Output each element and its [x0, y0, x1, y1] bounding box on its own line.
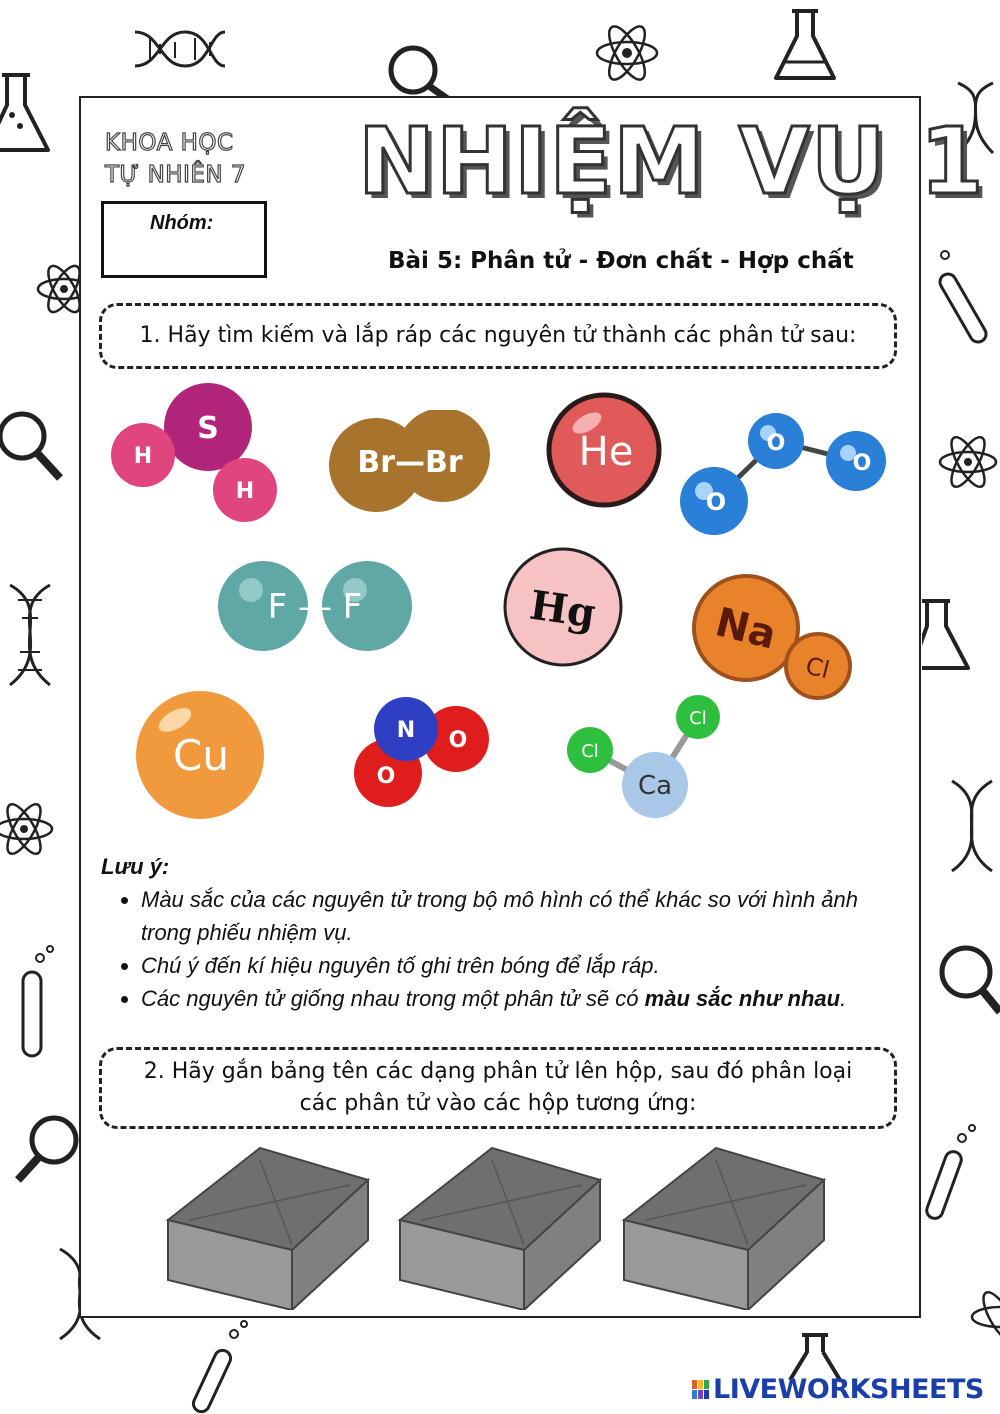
liveworksheets-logo — [692, 1374, 984, 1405]
molecule-no2[interactable] — [350, 695, 490, 810]
magnifier-icon — [936, 940, 1000, 1026]
sorting-box[interactable] — [400, 1148, 600, 1310]
he-label: He — [578, 429, 634, 475]
molecule-hg[interactable] — [501, 545, 626, 670]
subject-label — [105, 127, 246, 191]
atom-h-label: H — [133, 444, 153, 469]
group-label: Nhóm: — [150, 212, 214, 234]
flask-icon — [922, 596, 982, 676]
test-tube-icon — [18, 944, 58, 1060]
sorting-box[interactable] — [168, 1148, 368, 1310]
molecule-cu[interactable] — [135, 688, 265, 823]
atom-icon — [0, 796, 60, 862]
test-tube-icon — [935, 240, 1000, 350]
note-item — [141, 883, 901, 949]
dna-icon — [0, 580, 60, 690]
atom-o-label: O — [448, 728, 468, 753]
dna-icon — [944, 776, 1000, 876]
atom-na-label: Na — [710, 599, 781, 659]
atom-icon — [592, 18, 662, 88]
flask-icon — [770, 6, 840, 86]
atom-o-label: O — [766, 431, 786, 456]
test-tube-icon — [190, 1318, 254, 1414]
atom-n-label: N — [396, 718, 416, 743]
molecule-nacl[interactable] — [690, 572, 855, 702]
atom-o-label: O — [705, 488, 727, 516]
task-1-box — [99, 303, 897, 369]
molecule-he[interactable] — [545, 391, 663, 509]
molecule-cacl2[interactable] — [560, 695, 725, 820]
lesson-title: Bài 5: Phân tử - Đơn chất - Hợp chất — [388, 248, 854, 274]
note-item-text: Các nguyên tử giống nhau trong một phân tử sẽ có — [141, 986, 645, 1011]
group-input-box[interactable] — [101, 201, 267, 278]
subject-line-2: TỰ NHIÊN 7 — [105, 162, 247, 188]
molecule-o3[interactable] — [676, 411, 892, 543]
atom-o-label: O — [852, 451, 872, 476]
atom-icon — [936, 430, 1000, 494]
flask-icon — [0, 70, 52, 160]
note-item-emphasis: màu sắc như nhau — [644, 986, 841, 1011]
atom-o-label: O — [376, 764, 396, 789]
flask-icon — [780, 1330, 850, 1380]
atom-cl-label: Cl — [689, 708, 707, 729]
task-2-box — [99, 1047, 897, 1129]
brand-text: LIVEWORKSHEETS — [713, 1374, 984, 1405]
br2-label: Br—Br — [357, 445, 463, 480]
note-section — [101, 850, 901, 1015]
note-item-text: Chú ý đến kí hiệu nguyên tố ghi trên bóng để lắp ráp. — [141, 953, 660, 978]
sorting-box[interactable] — [624, 1148, 824, 1310]
atom-s-label: S — [197, 411, 219, 446]
molecule-br2[interactable] — [328, 410, 493, 520]
atom-cl-label: Cl — [581, 741, 599, 762]
dna-icon — [130, 18, 230, 80]
atom-cl-label: Cl — [802, 651, 833, 685]
f2-label: F — F — [267, 587, 363, 627]
atom-icon — [968, 1284, 1000, 1350]
subject-line-1: KHOA HỌC — [105, 130, 234, 156]
molecule-f2[interactable] — [215, 560, 415, 652]
sorting-boxes — [160, 1140, 840, 1310]
atom-h-label: H — [235, 479, 255, 504]
magnifier-icon — [383, 40, 453, 100]
note-item-text: . — [840, 986, 847, 1011]
molecule-h2s[interactable] — [105, 380, 285, 525]
note-item — [141, 949, 901, 982]
note-list — [101, 883, 901, 1015]
page-title: NHIỆM VỤ 1 — [358, 108, 985, 215]
note-title: Lưu ý: — [101, 854, 170, 879]
note-item-text: Màu sắc của các nguyên tử trong bộ mô hình có thể khác so với hình ảnh trong phiếu nhiệm vụ. — [141, 887, 858, 945]
hg-label: Hg — [526, 581, 599, 638]
magnifier-icon — [10, 1110, 80, 1190]
magnifier-icon — [0, 406, 68, 486]
task-1-text: 1. Hãy tìm kiếm và lắp ráp các nguyên tử thành các phân tử sau: — [139, 323, 857, 348]
task-2-line-1: 2. Hãy gắn bảng tên các dạng phân tử lên hộp, sau đó phân loại — [143, 1059, 853, 1084]
atom-ca-label: Ca — [637, 771, 673, 801]
liveworksheets-icon — [692, 1380, 710, 1400]
note-item — [141, 982, 901, 1015]
task-2-line-2: các phân tử vào các hộp tương ứng: — [299, 1091, 697, 1116]
cu-label: Cu — [173, 731, 229, 780]
test-tube-icon — [920, 1120, 984, 1220]
